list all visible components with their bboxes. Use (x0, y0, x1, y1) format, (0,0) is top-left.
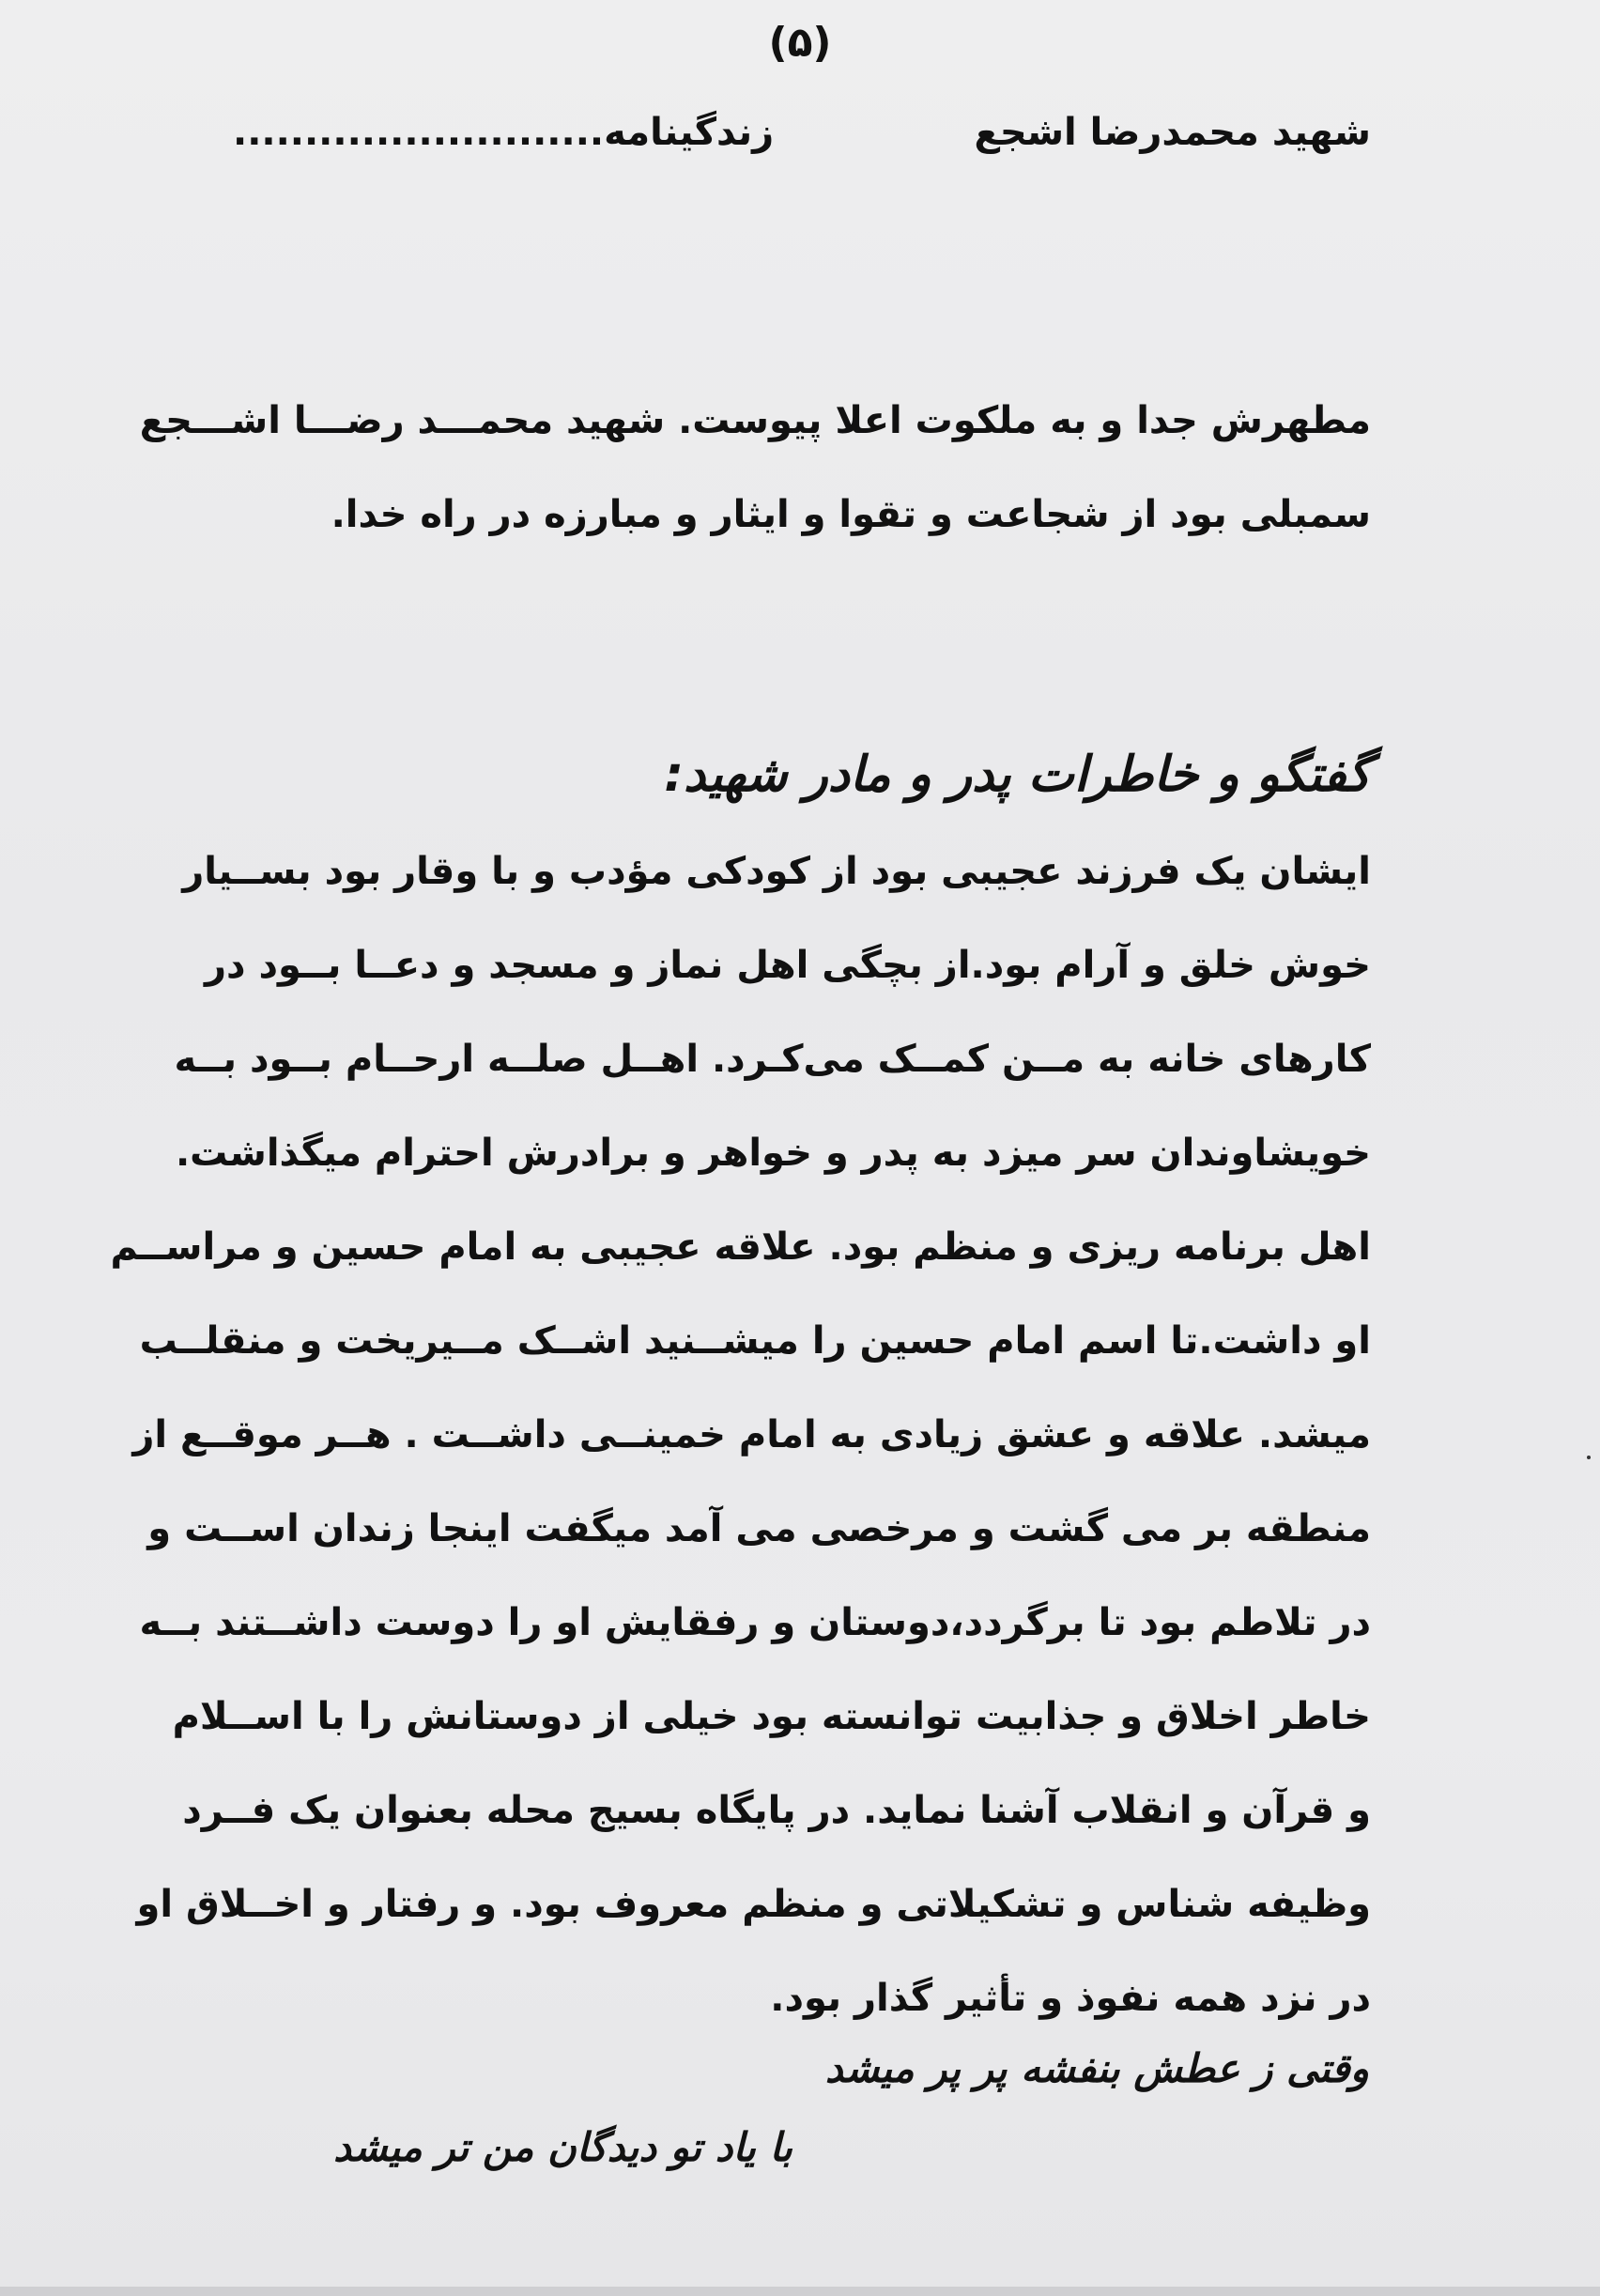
paragraph-line: در تلاطم بود تا برگردد،دوستان و رفقایش او را دوست داشــتند بــه (139, 1601, 1371, 1644)
paragraph-line: کارهای خانه به مــن کمــک می‌کـرد. اهــل صلــه ارحــام بــود بــه (174, 1038, 1371, 1081)
scan-speck (1587, 1456, 1591, 1459)
paragraph-line: و قرآن و انقلاب آشنا نماید. در پایگاه بسیج محله بعنوان یک فــرد (182, 1789, 1371, 1832)
header-title: زندگینامه.......................... (233, 111, 775, 154)
paragraph-line: ایشان یک فرزند عجیبی بود از کودکی مؤدب و با وقار بود بســیار (182, 850, 1371, 893)
page-number: (۵) (768, 19, 832, 67)
scan-bottom-edge (0, 2287, 1600, 2296)
paragraph-line: میشد. علاقه و عشق زیادی به امام خمینــی داشــت . هــر موقــع از (132, 1413, 1371, 1456)
paragraph-line: او داشت.تا اسم امام حسین را میشــنید اشــک مــیریخت و منقلــب (139, 1319, 1371, 1363)
section-heading: گفتگو و خاطرات پدر و مادر شهید: (664, 747, 1371, 803)
paragraph-line: سمبلی بود از شجاعت و تقوا و ایثار و مبارزه در راه خدا. (331, 493, 1371, 536)
verse-line-1: وقتی ز عطش بنفشه پر پر میشد (824, 2045, 1369, 2091)
paragraph-line: در نزد همه نفوذ و تأثیر گذار بود. (770, 1977, 1371, 2020)
body-paragraph (110, 824, 1371, 2045)
paragraph-line: خویشاوندان سر میزد به پدر و خواهر و برادرش احترام میگذاشت. (175, 1132, 1371, 1175)
paragraph-line: مطهرش جدا و به ملکوت اعلا پیوست. شهید محمـــد رضـــا اشـــجع (139, 399, 1371, 442)
paragraph-line: خوش خلق و آرام بود.از بچگی اهل نماز و مسجد و دعــا بــود در (204, 944, 1371, 987)
paragraph-line: منطقه بر می گشت و مرخصی می آمد میگفت اینجا زندان اســت و (147, 1507, 1371, 1550)
paragraph-line: خاطر اخلاق و جذابیت توانسته بود خیلی از دوستانش را با اســلام (172, 1695, 1371, 1738)
verse-line-2: با یاد تو دیدگان من تر میشد (333, 2124, 792, 2170)
paragraph-line: اهل برنامه ریزی و منظم بود. علاقه عجیبی به امام حسین و مراســم (110, 1225, 1371, 1269)
paragraph-line: وظیفه شناس و تشکیلاتی و منظم معروف بود. و رفتار و اخــلاق او (136, 1883, 1371, 1926)
running-header (233, 111, 1371, 154)
intro-paragraph (139, 374, 1371, 562)
header-subject: شهید محمدرضا اشجع (974, 111, 1371, 154)
